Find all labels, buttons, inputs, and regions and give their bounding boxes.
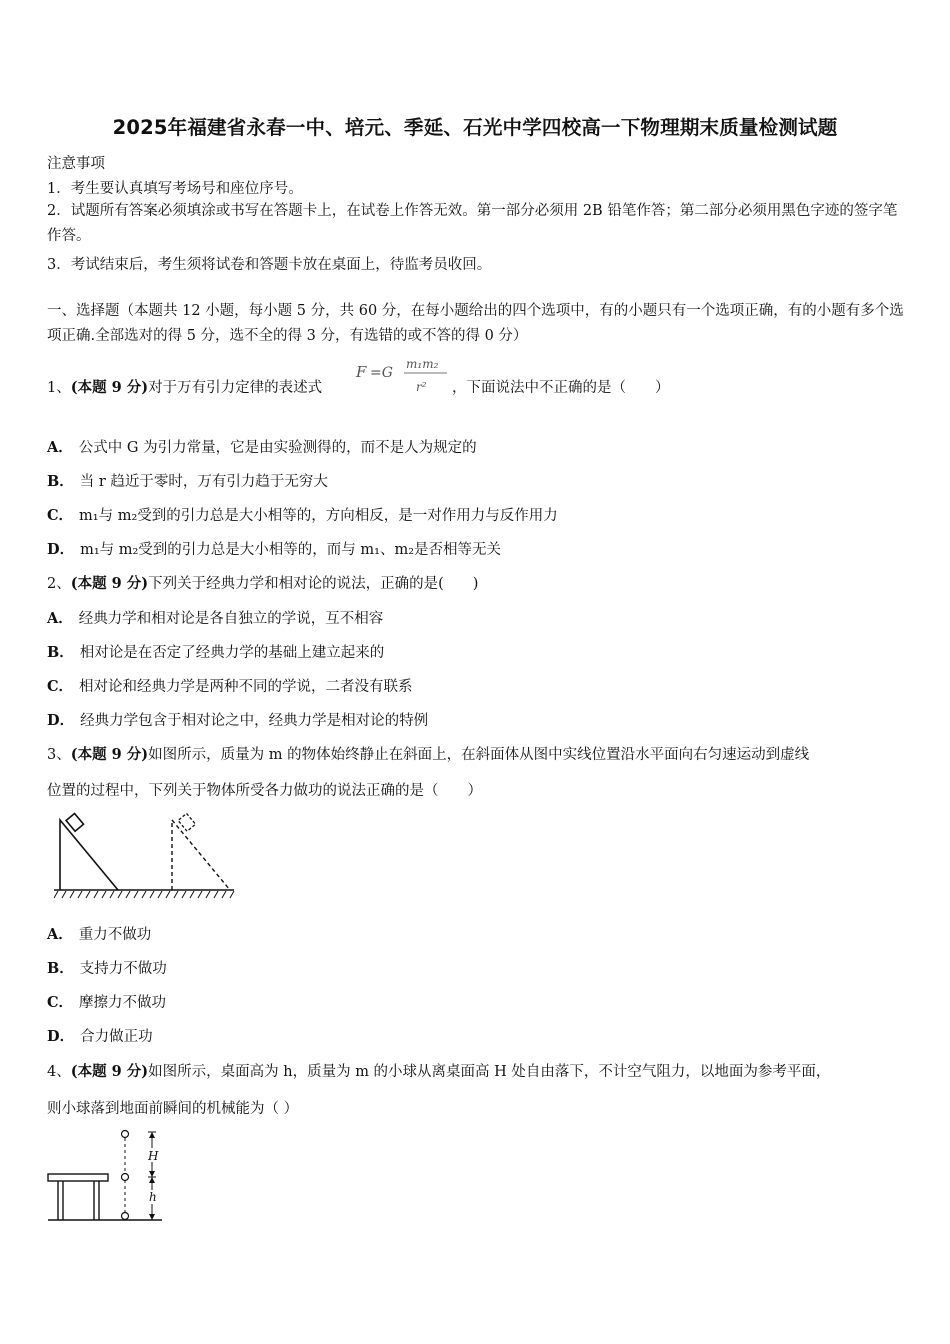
notice-item-2: 2．试题所有答案必须填涂或书写在答题卡上，在试卷上作答无效。第一部分必须用 2B 铅笔作答；第二部分必须用黑色字迹的签字笔作答。 <box>47 203 898 244</box>
q1-score: (本题 9 分) <box>70 379 149 396</box>
table-ball-figure <box>44 1126 166 1226</box>
option-label: C． <box>47 507 74 524</box>
ball-bottom <box>122 1213 129 1220</box>
q2-option-d <box>47 709 428 730</box>
notice-item-3: 3．考试结束后，考生须将试卷和答题卡放在桌面上，待监考员收回。 <box>47 257 492 273</box>
formula-eq: =G <box>370 365 393 381</box>
option-label: A． <box>47 439 73 456</box>
q3-score: (本题 9 分) <box>70 746 149 763</box>
option-label: D． <box>47 541 75 558</box>
q2-score: (本题 9 分) <box>70 575 149 592</box>
label-H: H <box>148 1149 159 1163</box>
option-label: D． <box>47 712 75 729</box>
formula-numerator: m₁m₂ <box>406 357 439 371</box>
question-4-stem-line1 <box>47 1060 830 1081</box>
q2-option-b <box>47 641 384 662</box>
q1-option-d <box>47 538 501 559</box>
option-text: 经典力学包含于相对论之中，经典力学是相对论的特例 <box>80 713 429 729</box>
q1-number: 1、 <box>47 380 71 396</box>
question-2-stem <box>47 572 478 593</box>
question-3-stem-line2: 位置的过程中，下列关于物体所受各力做功的说法正确的是（ ） <box>47 783 482 799</box>
q1-option-b <box>47 470 328 491</box>
ball-top <box>122 1131 129 1138</box>
arrow-head <box>149 1132 155 1138</box>
formula-lhs: F <box>356 363 367 381</box>
option-label: C． <box>47 994 74 1011</box>
option-text: 当 r 趋近于零时，万有引力趋于无穷大 <box>79 474 328 490</box>
arrow-head <box>149 1171 155 1177</box>
option-label: A． <box>47 926 73 943</box>
q1-stem-before: 对于万有引力定律的表述式 <box>148 380 323 396</box>
q3-stem-line1: 如图所示，质量为 m 的物体始终静止在斜面上，在斜面体从图中实线位置沿水平面向右匀速运动到虚线 <box>148 747 810 763</box>
notice-item-1: 1．考生要认真填写考场号和座位序号。 <box>47 181 303 197</box>
incline-figure <box>54 812 236 904</box>
option-text: 合力做正功 <box>80 1029 153 1045</box>
dashed-incline <box>172 820 230 890</box>
q4-score: (本题 9 分) <box>70 1063 149 1080</box>
option-text: 公式中 G 为引力常量，它是由实验测得的，而不是人为规定的 <box>78 440 477 456</box>
page-title: 2025年福建省永春一中、培元、季延、石光中学四校高一下物理期末质量检测试题 <box>112 116 838 139</box>
option-label: D． <box>47 1028 75 1045</box>
q1-option-c <box>47 504 558 525</box>
q4-stem-line1: 如图所示，桌面高为 h，质量为 m 的小球从离桌面高 H 处自由落下，不计空气阻力，以地面为参考平面， <box>148 1064 831 1080</box>
q2-number: 2、 <box>47 576 71 592</box>
q3-option-c <box>47 991 166 1012</box>
q3-option-d <box>47 1025 153 1046</box>
option-text: m₁与 m₂受到的引力总是大小相等的，而与 m₁、m₂是否相等无关 <box>80 542 502 558</box>
question-3-stem-line1 <box>47 743 809 764</box>
solid-block <box>66 813 83 831</box>
gravitation-formula <box>352 353 452 401</box>
option-label: A． <box>47 610 73 627</box>
option-text: 经典力学和相对论是各自独立的学说，互不相容 <box>78 611 384 627</box>
option-text: 相对论和经典力学是两种不同的学说，二者没有联系 <box>79 679 413 695</box>
option-text: 摩擦力不做功 <box>79 995 167 1011</box>
option-label: B． <box>47 473 74 490</box>
formula-denominator: r² <box>416 380 427 394</box>
table-top <box>48 1174 108 1181</box>
q1-stem-after: ，下面说法中不正确的是（ ） <box>452 380 670 396</box>
option-label: B． <box>47 960 74 977</box>
arrow-head <box>149 1177 155 1183</box>
notice-heading: 注意事项 <box>47 156 105 172</box>
label-h: h <box>149 1190 157 1204</box>
dashed-block <box>178 813 195 831</box>
option-text: 支持力不做功 <box>79 961 167 977</box>
option-text: 重力不做功 <box>78 927 152 943</box>
q3-option-b <box>47 957 167 978</box>
q2-option-a <box>47 607 383 628</box>
ball-mid <box>122 1174 129 1181</box>
q3-option-a <box>47 923 151 944</box>
arrow-head <box>149 1214 155 1220</box>
q2-option-c <box>47 675 413 696</box>
q1-option-a <box>47 436 477 457</box>
option-label: C． <box>47 678 74 695</box>
question-4-stem-line2: 则小球落到地面前瞬间的机械能为（ ） <box>47 1101 299 1117</box>
ground-hatch <box>54 891 234 898</box>
solid-incline <box>60 820 118 890</box>
section-heading: 一、选择题（本题共 12 小题，每小题 5 分，共 60 分，在每小题给出的四个选项中，有的小题只有一个选项正确，有的小题有多个选项正确.全部选对的得 5 分，选不全的得 3 分，有选错的或不答的得 0 分） <box>47 303 904 344</box>
question-1-stem <box>47 376 322 397</box>
q3-number: 3、 <box>47 747 71 763</box>
option-label: B． <box>47 644 74 661</box>
q2-stem: 下列关于经典力学和相对论的说法，正确的是( ) <box>148 576 479 592</box>
q4-number: 4、 <box>47 1064 71 1080</box>
option-text: 相对论是在否定了经典力学的基础上建立起来的 <box>79 645 385 661</box>
option-text: m₁与 m₂受到的引力总是大小相等的，方向相反，是一对作用力与反作用力 <box>79 508 558 524</box>
